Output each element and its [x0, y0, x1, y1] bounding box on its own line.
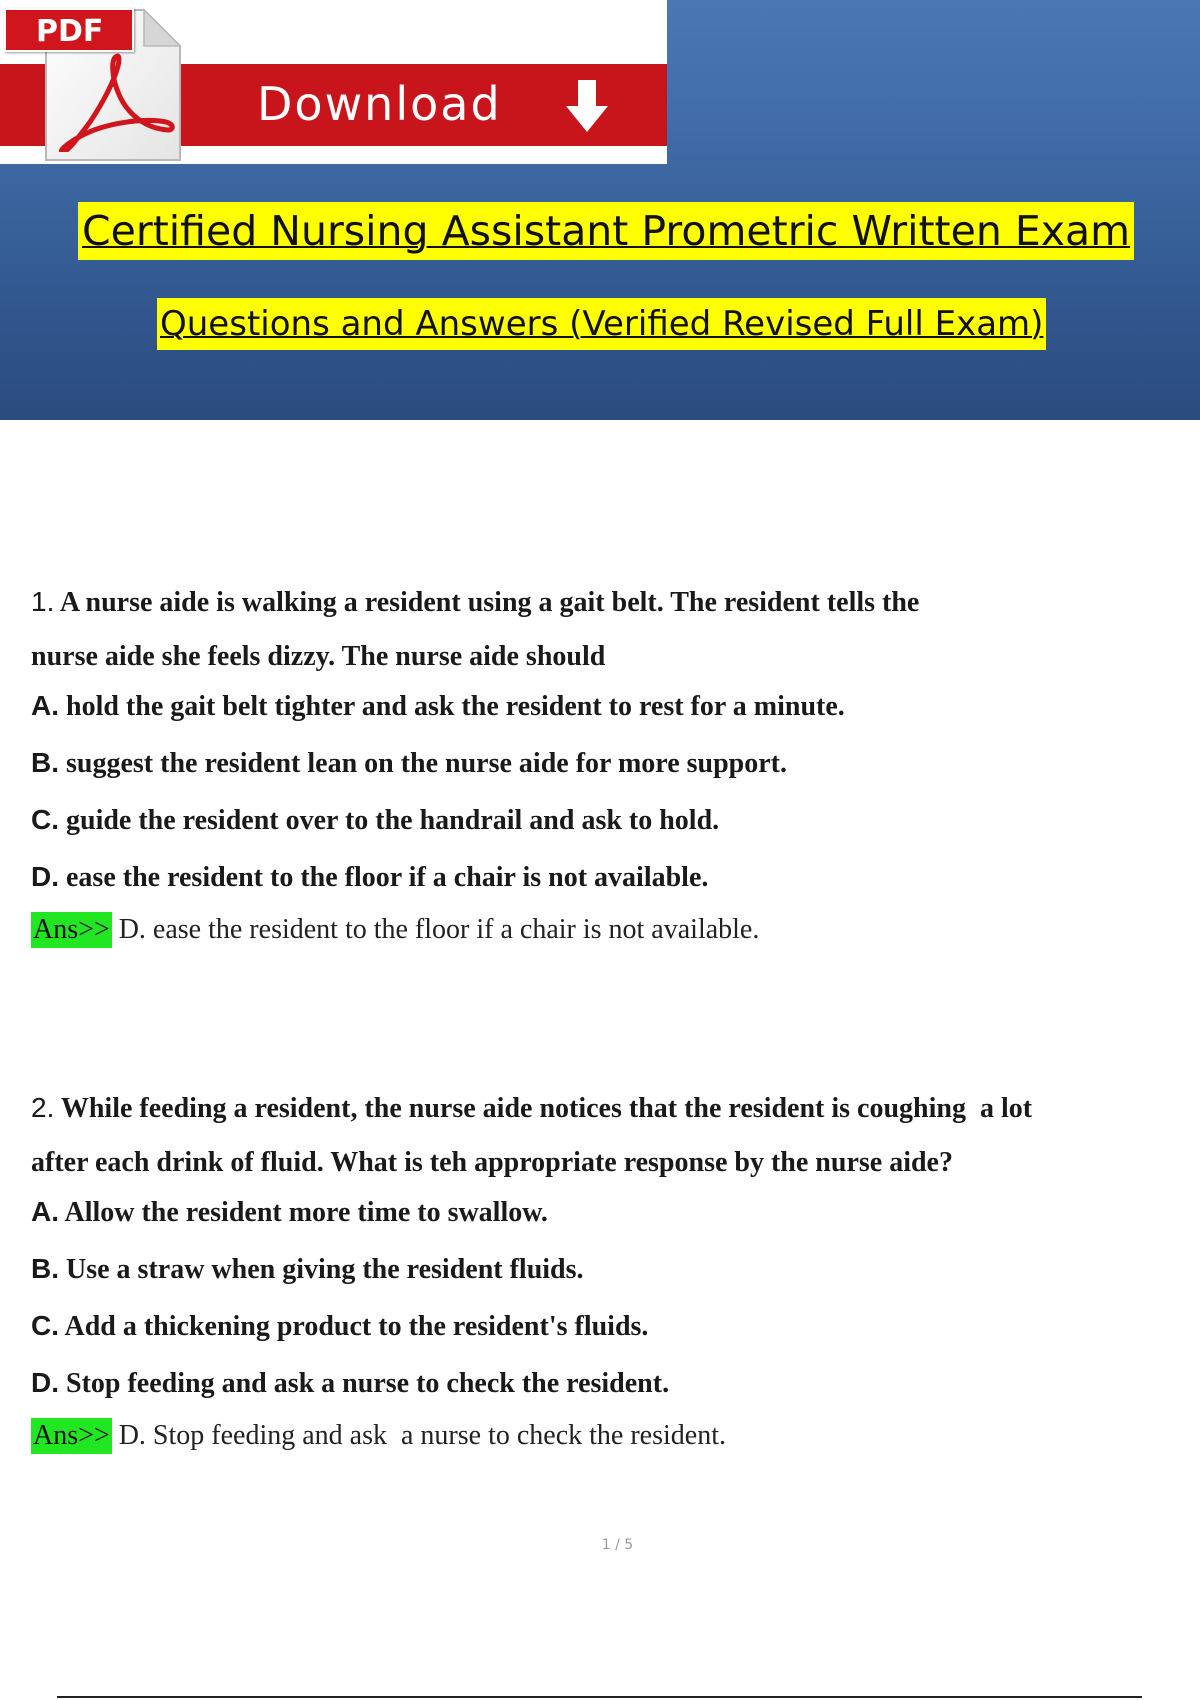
question-2	[31, 1081, 1171, 1454]
option-d	[31, 855, 1171, 912]
option-text: Stop feeding and ask a nurse to check the resident.	[66, 1368, 670, 1399]
page-indicator: 1 / 5	[601, 1537, 634, 1553]
option-letter: B.	[31, 747, 59, 778]
option-text: Add a thickening product to the resident's fluids.	[64, 1311, 649, 1342]
header-banner	[0, 0, 1200, 420]
question-number: 1.	[31, 586, 55, 617]
question-stem-line-1: While feeding a resident, the nurse aide notices that the resident is coughing a lot	[60, 1093, 1033, 1124]
option-a	[31, 684, 1171, 741]
option-text: guide the resident over to the handrail and ask to hold.	[66, 805, 720, 836]
download-arrow-icon[interactable]	[562, 78, 612, 134]
option-letter: B.	[31, 1253, 59, 1284]
option-letter: A.	[31, 690, 59, 721]
option-letter: D.	[31, 861, 59, 892]
option-letter: A.	[31, 1196, 59, 1227]
option-text: ease the resident to the floor if a chair is not available.	[66, 862, 709, 893]
option-text: Allow the resident more time to swallow.	[64, 1197, 548, 1228]
option-d	[31, 1361, 1171, 1418]
option-text: suggest the resident lean on the nurse aide for more support.	[66, 748, 787, 779]
answer-line	[31, 912, 1171, 948]
option-text: Use a straw when giving the resident fluids.	[66, 1254, 584, 1285]
acrobat-logo-icon	[56, 52, 176, 152]
answer-tag: Ans>>	[31, 1418, 112, 1454]
download-label[interactable]: Download	[257, 77, 502, 131]
option-a	[31, 1190, 1171, 1247]
option-b	[31, 741, 1171, 798]
answer-tag: Ans>>	[31, 912, 112, 948]
answer-line	[31, 1418, 1171, 1454]
question-stem	[31, 575, 1171, 684]
option-c	[31, 1304, 1171, 1361]
question-stem-line-2: nurse aide she feels dizzy. The nurse aide should	[31, 641, 606, 672]
option-b	[31, 1247, 1171, 1304]
question-stem-line-1: A nurse aide is walking a resident using a gait belt. The resident tells the	[59, 587, 920, 618]
bottom-divider	[57, 1696, 1142, 1698]
option-letter: D.	[31, 1367, 59, 1398]
answer-text: D. Stop feeding and ask a nurse to check the resident.	[118, 1420, 726, 1451]
document-title: Certified Nursing Assistant Prometric Written Exam	[78, 202, 1134, 260]
question-number: 2.	[31, 1092, 55, 1123]
option-letter: C.	[31, 804, 59, 835]
pdf-badge: PDF	[4, 8, 134, 52]
option-c	[31, 798, 1171, 855]
document-subtitle: Questions and Answers (Verified Revised Full Exam)	[157, 298, 1046, 350]
question-1	[31, 575, 1171, 948]
question-stem-line-2: after each drink of fluid. What is teh appropriate response by the nurse aide?	[31, 1147, 953, 1178]
option-letter: C.	[31, 1310, 59, 1341]
option-text: hold the gait belt tighter and ask the resident to rest for a minute.	[66, 691, 845, 722]
answer-text: D. ease the resident to the floor if a chair is not available.	[118, 914, 760, 945]
question-stem	[31, 1081, 1171, 1190]
